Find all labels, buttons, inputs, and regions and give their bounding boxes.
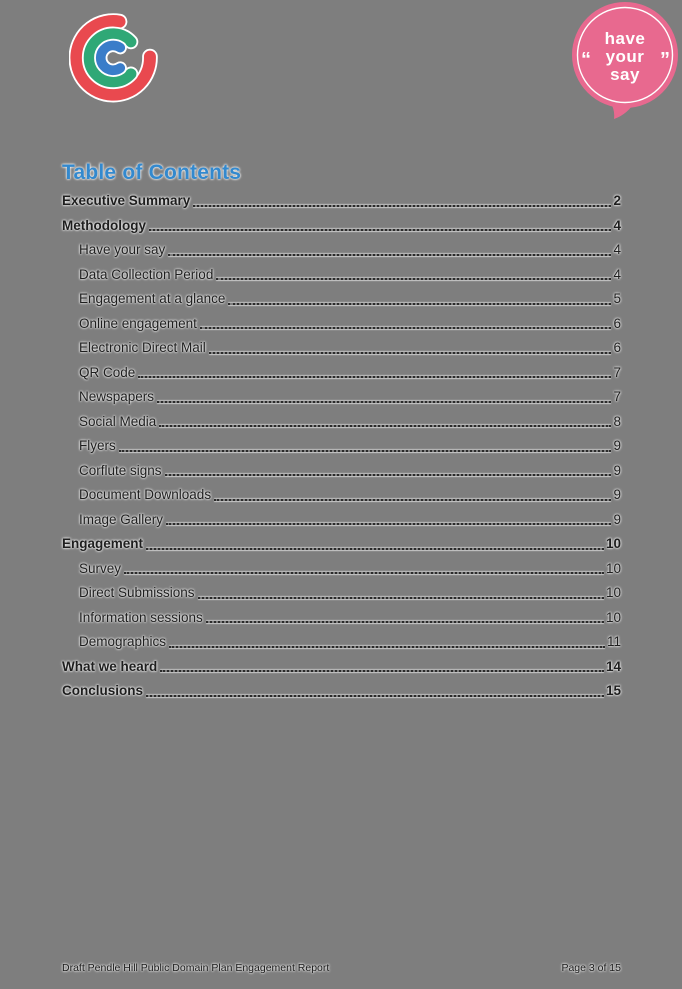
toc-entry-page: 4 [613,266,621,282]
toc-entry-page: 4 [613,217,621,233]
toc-entry[interactable] [62,459,621,484]
dotted-leader [124,572,604,574]
toc-title: Table of Contents [62,161,242,184]
toc-entry[interactable] [62,606,621,631]
toc-entry-label: Corflute signs [79,462,162,478]
toc-entry[interactable] [62,630,621,655]
toc-entry-page: 9 [613,487,621,502]
footer-page-number: Page 3 of 15 [561,962,621,974]
dotted-leader [146,695,604,697]
dotted-leader [149,229,611,231]
toc-entry[interactable] [62,361,621,386]
toc-entry-label: Information sessions [79,609,203,625]
toc-entry-page: 9 [613,438,621,453]
dotted-leader [160,670,604,672]
toc-entry-page: 10 [605,585,621,600]
toc-entry-label: Have your say [79,242,166,257]
toc-entry-page: 10 [605,609,621,625]
dotted-leader [214,499,611,501]
toc-entry-page: 15 [605,683,621,698]
badge-text-line2: your [605,47,645,66]
toc-entry-page: 5 [613,291,621,306]
toc-entry-page: 9 [613,462,621,478]
toc-entry-label: Image Gallery [79,511,164,527]
open-quote-icon: “ [581,49,591,71]
dotted-leader [168,254,611,256]
toc-entry-label: What we heard [62,658,158,674]
dotted-leader [209,352,612,354]
dotted-leader [228,303,611,305]
toc-entry-page: 10 [605,536,621,551]
toc-entry-label: Engagement at a glance [79,291,226,306]
dotted-leader [159,425,611,427]
toc-entry[interactable] [62,385,621,410]
toc-entry[interactable] [62,532,621,557]
toc-entry-label: Electronic Direct Mail [79,340,206,355]
toc-entry-label: Conclusions [62,683,144,698]
toc-entry[interactable] [62,214,621,239]
toc-entry[interactable] [62,336,621,361]
toc-entry-label: Executive Summary [62,193,191,208]
toc-entry-page: 7 [613,364,621,380]
toc-entry[interactable] [62,581,621,606]
council-logo [69,7,161,105]
dotted-leader [166,523,611,525]
toc-entry[interactable] [62,508,621,533]
dotted-leader [198,597,604,599]
have-your-say-badge [570,0,681,121]
toc-entry[interactable] [62,410,621,435]
toc-entry-page: 11 [606,634,621,649]
toc-entry-label: Demographics [79,634,167,649]
toc-entry[interactable] [62,287,621,312]
dotted-leader [119,450,612,452]
dotted-leader [165,474,612,476]
toc-entry-page: 4 [613,242,621,257]
toc-entry-page: 14 [605,658,621,674]
toc-entry[interactable] [62,238,621,263]
toc-entry[interactable] [62,557,621,582]
badge-text-line3: say [610,65,640,84]
badge-text-line1: have [604,29,646,48]
toc-entry-page: 6 [613,315,621,331]
toc-entry[interactable] [62,434,621,459]
toc-entry-label: Newspapers [79,389,155,404]
toc-entry-page: 7 [613,389,621,404]
toc-list [62,189,621,704]
dotted-leader [200,327,612,329]
toc-entry[interactable] [62,263,621,288]
toc-entry-page: 8 [613,413,621,429]
dotted-leader [193,205,611,207]
toc-entry-page: 2 [613,193,621,208]
c-rings-logo-icon [69,7,161,105]
dotted-leader [216,278,611,280]
toc-section [62,159,621,704]
toc-entry-page: 9 [613,511,621,527]
toc-entry-label: Engagement [62,536,144,551]
dotted-leader [146,548,604,550]
toc-entry[interactable] [62,483,621,508]
toc-entry[interactable] [62,312,621,337]
speech-bubble-icon [570,0,681,121]
toc-entry-label: Flyers [79,438,116,453]
toc-entry[interactable] [62,679,621,704]
toc-entry-label: Online engagement [79,315,197,331]
toc-entry-label: QR Code [79,364,136,380]
dotted-leader [157,401,611,403]
toc-entry[interactable] [62,655,621,680]
dotted-leader [138,376,611,378]
footer-document-title: Draft Pendle Hill Public Domain Plan Engagement Report [62,962,330,974]
toc-entry-label: Methodology [62,217,146,233]
logo-blue-ring [101,45,121,70]
toc-entry-label: Social Media [79,413,157,429]
toc-entry-label: Document Downloads [79,487,212,502]
close-quote-icon: ” [660,49,670,71]
toc-entry-label: Direct Submissions [79,585,195,600]
dotted-leader [206,621,604,623]
toc-entry[interactable] [62,189,621,214]
page-footer [62,962,621,974]
toc-entry-label: Survey [79,560,122,576]
toc-entry-page: 10 [605,560,621,576]
toc-entry-page: 6 [613,340,621,355]
dotted-leader [169,646,605,648]
toc-entry-label: Data Collection Period [79,266,214,282]
